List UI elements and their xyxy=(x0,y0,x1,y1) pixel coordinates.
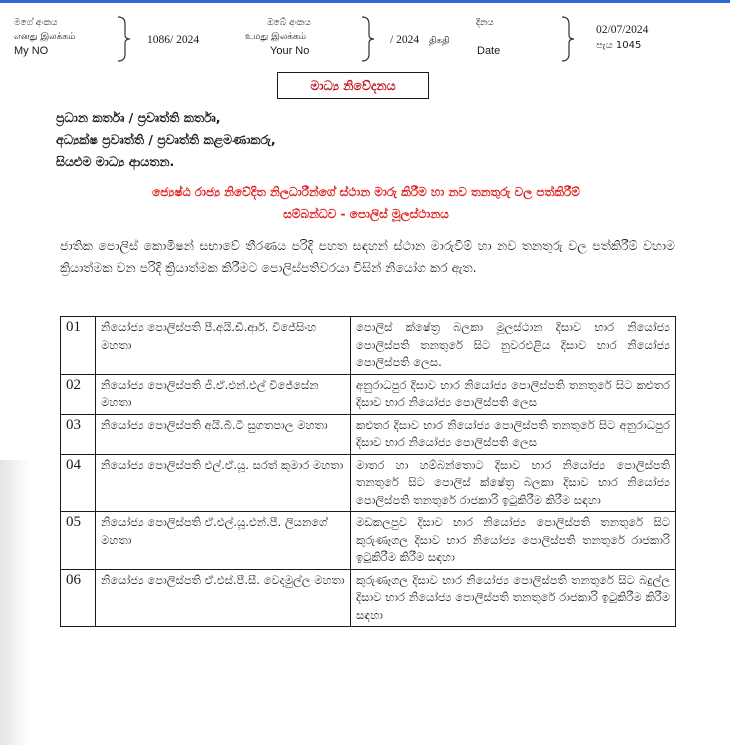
transfer-description: කුරුණෑගල දිසාව භාර නියෝජ්‍ය පොලිස්පති තනතුරේ සිට බදුල්ල දිසාව භාර නියෝජ්‍ය පොලිස්පති තනතුරේ රාජකාරි ඉටුකිරීම කිරීම සඳහා xyxy=(351,569,676,627)
addressee-line-2: අධ්‍යක්ෂ ප්‍රවෘත්ති / ප්‍රවෘත්ති කළමණාකරු, xyxy=(56,132,276,147)
document-title: මාධ්‍ය නිවේදනය xyxy=(277,72,429,99)
row-number: 02 xyxy=(61,374,96,414)
your-no-value: / 2024 xyxy=(390,34,420,46)
table-row xyxy=(61,454,676,512)
brace-icon xyxy=(116,16,132,62)
date-label-si: දිනය xyxy=(476,18,494,28)
brace-icon xyxy=(360,16,376,62)
table-row xyxy=(61,569,676,627)
table-row xyxy=(61,512,676,570)
row-number: 05 xyxy=(61,512,96,570)
row-number: 06 xyxy=(61,569,96,627)
subject-line-1: ජ්‍යෙෂ්ඨ රාජ්‍ය නිවේදිත නිලධාරීන්ගේ ස්ථාන මාරු කිරීම හා නව තනතුරු වල පත්කිරීම් xyxy=(152,185,580,199)
addressee-line-1: ප්‍රධාන කර්තෘ / ප්‍රවෘත්ති කර්තෘ, xyxy=(56,110,221,125)
my-no-label-ta: எனது இலக்கம் xyxy=(14,32,76,42)
my-no-label-si: මගේ අංකය xyxy=(14,18,58,28)
transfer-description: අනුරාධපුර දිසාව භාර නියෝජ්‍ය පොලිස්පති තනතුරේ සිට කළුතර දිසාව භාර නියෝජ්‍ය පොලිස්පති ලෙස xyxy=(351,374,676,414)
top-border-line xyxy=(0,0,730,3)
transfers-table xyxy=(60,316,676,627)
transfer-description: මාතර හා හම්බන්තොට දිසාව භාර නියෝජ්‍ය පොලිස්පති තනතුරේ සිට පොලිස් ක්ෂේත්‍ර බලකා දිසාව භාර නියෝජ්‍ය පොලිස්පති තනතුරේ රාජකාරි ඉටුකිරීම කිරීම සඳහා xyxy=(351,454,676,512)
body-paragraph: ජාතික පොලිස් කොමිෂන් සභාවේ තීරණය පරිදි පහත සඳහන් ස්ථාන මාරුවීම් හා නව තනතුරු වල පත්කිරීම් වහාම ක්‍රියාත්මක වන පරිදි ක්‍රියාත්මක කිරීමට පොලිස්පතිවරයා විසින් නියෝග කර ඇත. xyxy=(60,238,675,275)
row-number: 04 xyxy=(61,454,96,512)
table-row xyxy=(61,317,676,375)
my-no-value: 1086/ 2024 xyxy=(147,34,200,46)
officer-name: නියෝජ්‍ය පොලිස්පති ඒ.එල්.යූ.එන්.පී. ලියනගේ මහතා xyxy=(96,512,351,570)
transfer-description: මඩකලපුව දිසාව භාර නියෝජ්‍ය පොලිස්පති තනතුරේ සිට කුරුණෑගල දිසාව භාර නියෝජ්‍ය පොලිස්පති තනතුරේ රාජකාරි ඉටුකිරීම කිරීම සඳහා xyxy=(351,512,676,570)
my-no-label-en: My NO xyxy=(14,45,49,57)
time-value: පැය 1045 xyxy=(596,40,642,51)
table-row xyxy=(61,414,676,454)
transfer-description: පොලිස් ක්ෂේත්‍ර බලකා මූලස්ථාන දිසාව භාර නියෝජ්‍ය පොලිස්පති තනතුරේ සිට නුවරඑළිය දිසාව භාර නියෝජ්‍ය පොලිස්පති ලෙස. xyxy=(351,317,676,375)
row-number: 01 xyxy=(61,317,96,375)
page-edge-shadow xyxy=(0,460,30,745)
date-label-en: Date xyxy=(477,45,501,57)
your-no-label-si: ඔබේ අංකය xyxy=(267,18,311,28)
officer-name: නියෝජ්‍ය පොලිස්පති අයි.බී.ටී සුගතපාල මහතා xyxy=(96,414,351,454)
your-no-label-ta: உமது இலக்கம் xyxy=(245,32,307,42)
date-value: 02/07/2024 xyxy=(596,24,649,36)
transfer-description: කළුතර දිසාව භාර නියෝජ්‍ය පොලිස්පති තනතුරේ සිට අනුරාධපුර දිසාව භාර නියෝජ්‍ය පොලිස්පති ලෙස xyxy=(351,414,676,454)
brace-icon xyxy=(560,16,576,62)
officer-name: නියෝජ්‍ය පොලිස්පති ජී.ඒ.එන්.එල් විජේසේන මහතා xyxy=(96,374,351,414)
officer-name: නියෝජ්‍ය පොලිස්පති පී.අයි.ඩී.ආර්. විජේසිංහ මහතා xyxy=(96,317,351,375)
subject-line-2: සම්බන්ධව - පොලිස් මූලස්ථානය xyxy=(283,207,449,221)
subject-heading xyxy=(60,181,672,225)
officer-name: නියෝජ්‍ය පොලිස්පති එල්.ඒ.යූ. සරත් කුමාර මහතා xyxy=(96,454,351,512)
addressee-line-3: සියළුම මාධ්‍ය ආයතන. xyxy=(56,154,175,169)
table-row xyxy=(61,374,676,414)
officer-name: නියෝජ්‍ය පොලිස්පති ඒ.එස්.පී.සී. වෙදමුල්ල මහතා xyxy=(96,569,351,627)
your-no-label-en: Your No xyxy=(270,45,310,57)
row-number: 03 xyxy=(61,414,96,454)
date-label-ta: திகதி xyxy=(429,36,450,46)
